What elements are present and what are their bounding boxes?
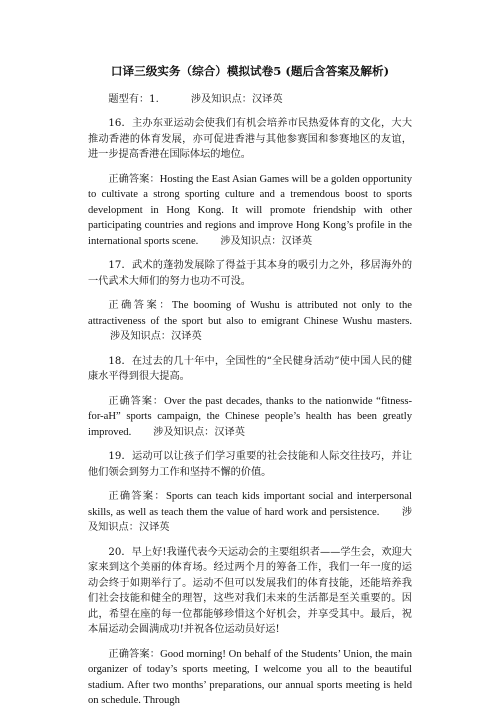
knowledge-point-tag: 涉及知识点：汉译英 [110,331,202,342]
question-number: 16． [108,118,132,129]
answer-text: Over the past decades, thanks to the nationwide “fitness-for-aH” sports campaign, the Chinese people’s health has been greatly improved. [88,395,413,438]
question-type-label: 题型有：1. [108,93,159,105]
answer-17 [88,298,412,345]
answer-text: Good morning! On behalf of the Students’ Union, the main organizer of today’s sports meeting, I welcome you all to the beautiful stadium. After two months’ preparations, our annual sports meeting is held on schedule. Through [88,648,412,706]
question-text: 运动可以让孩子们学习重要的社会技能和人际交往技巧，并让他们领会到努力工作和坚持不懈的价值。 [88,451,413,478]
knowledge-point-tag: 涉及知识点：汉译英 [220,235,313,247]
question-number: 19． [108,451,132,462]
answer-16 [88,172,412,250]
question-18 [88,354,412,385]
question-number: 17． [108,260,132,271]
question-type-line [88,92,412,108]
answer-label: 正确答案： [108,648,161,660]
answer-label: 正确答案： [108,395,165,407]
answer-text: The booming of Wushu is attributed not only to the attractiveness of the sport but also to emigrant Chinese Wushu masters. [88,300,412,327]
question-number: 20． [108,546,132,558]
answer-label: 正确答案： [108,491,166,502]
answer-18 [88,394,412,441]
answer-20 [88,647,412,709]
answer-text: Sports can teach kids important social and interpersonal skills, as well as teach them the value of hard work and persistence. [88,491,413,518]
question-text: 早上好!我谨代表今天运动会的主要组织者——学生会，欢迎大家来到这个美丽的体育场。经过两个月的筹备工作，我们一年一度的运动会终于如期举行了。运动不但可以发展我们的体育技能，还能培养我们社会技能和健全的理智，这些对我们未来的生活都是至关重要的。因此，希望在座的每一位都能够珍惜这个好机会，并享受其中。最后，祝本届运动会圆满成功!并祝各位运动员好运! [88,546,412,635]
question-text: 主办东亚运动会使我们有机会培养市民热爱体育的文化，大大推动香港的体育发展，亦可促进香港与其他参赛国和参赛地区的友谊，进一步提高香港在国际体坛的地位。 [88,118,413,160]
question-number: 18． [108,355,132,367]
question-text: 在过去的几十年中，全国性的“全民健身活动”使中国人民的健康水平得到很大提高。 [88,355,412,382]
document-title: 口译三级实务（综合）模拟试卷5 (题后含答案及解析) [110,64,390,78]
knowledge-point-tag: 涉及知识点：汉译英 [190,93,283,105]
answer-label: 正确答案： [108,173,160,185]
knowledge-point-tag: 涉及知识点：汉译英 [88,506,412,533]
question-17 [88,258,412,289]
question-19 [88,449,412,480]
question-20 [88,545,412,638]
answer-label: 正确答案： [108,300,172,311]
answer-text: Hosting the East Asian Games will be a golden opportunity to cultivate a strong sporting culture and a tremendous boost to sports development in Hong Kong. It will promote friendship with other participating countries and regions and improve Hong Kong’s profile in the international sports scene. [88,173,412,247]
question-16 [88,116,412,163]
question-text: 武术的蓬勃发展除了得益于其本身的吸引力之外，移居海外的一代武术大师们的努力也功不可没。 [88,260,413,287]
knowledge-point-tag: 涉及知识点：汉译英 [153,426,245,438]
answer-19 [88,489,412,536]
